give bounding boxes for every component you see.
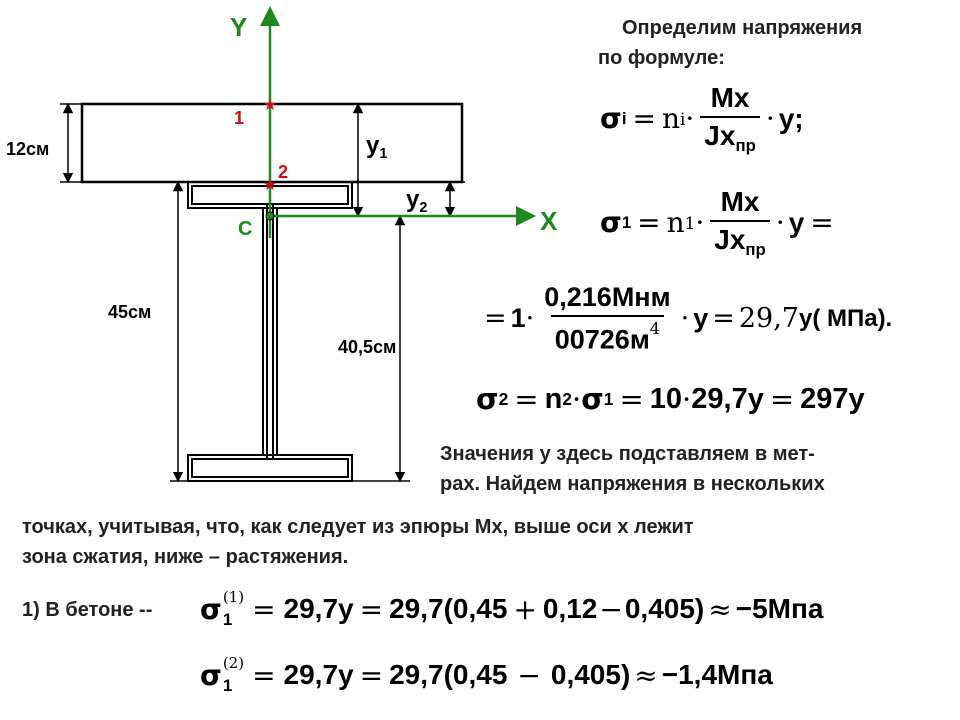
dot-operator: · — [571, 382, 582, 416]
formula-item1 — [200, 590, 823, 628]
y1-label — [366, 132, 387, 162]
sigma-symbol: σ — [200, 592, 222, 626]
fraction-mx-jx — [710, 186, 770, 260]
dim-45cm-label: 45см — [108, 302, 152, 322]
equals-sign: = — [514, 382, 539, 416]
concrete-slab — [82, 104, 462, 182]
denominator — [710, 220, 770, 260]
middle-expression: 29,7y — [691, 382, 764, 415]
minus-sign: − — [517, 658, 541, 692]
point2-label: 2 — [278, 162, 289, 182]
formula-tail: y — [788, 206, 805, 238]
sigma-subscript: i — [621, 108, 627, 128]
expression: 29,7y — [283, 593, 354, 624]
equals-sign: = — [252, 592, 276, 626]
centroid-point — [266, 212, 274, 220]
paren-term-c: 0,405) — [550, 659, 631, 690]
x-axis-label: X — [540, 206, 558, 236]
paren-term-c: 0,405) — [624, 593, 705, 624]
y1-sub: 1 — [379, 146, 388, 163]
n-symbol: n — [544, 382, 563, 415]
equals-sign: = — [484, 303, 507, 335]
denominator-sub: пр — [735, 135, 756, 155]
paren-term-a: (0,45 — [443, 593, 508, 624]
denominator-main: Jx — [704, 120, 736, 151]
formula-sigma-i — [600, 82, 804, 156]
sigma-indices — [223, 590, 244, 628]
sigma-subscript: 1 — [222, 676, 233, 695]
numerator: Mx — [710, 82, 750, 113]
equals-sign: = — [252, 658, 276, 692]
sigma-subscript: 1 — [603, 388, 614, 409]
formula-sigma-1 — [600, 186, 834, 260]
item1-label: 1) В бетоне -- — [22, 599, 153, 621]
sigma-subscript: 1 — [621, 212, 632, 232]
sigma-superscript: (2) — [222, 654, 245, 672]
sigma-subscript: 1 — [222, 610, 233, 629]
equals-sign: = — [359, 658, 384, 692]
formula-tail: y; — [778, 102, 804, 134]
sigma2-result: 297y — [800, 382, 865, 415]
sigma-symbol: σ — [200, 658, 222, 692]
numerator: Mx — [720, 186, 760, 217]
n-subscript: 2 — [562, 388, 572, 409]
y2-sub: 2 — [419, 200, 428, 217]
dot-operator: · — [775, 206, 785, 240]
fraction-mx-jx — [700, 82, 760, 156]
coefficient: 29,7 — [389, 659, 444, 690]
plus-sign: + — [513, 592, 537, 626]
denominator-sub: пр — [745, 239, 766, 259]
paren-term-a: (0,45 — [443, 659, 508, 690]
calc-result: y( МПа). — [798, 304, 893, 332]
text-line4: зона сжатия, ниже – растяжения. — [22, 546, 349, 568]
sigma-symbol: σ — [600, 206, 622, 240]
text-line3: точках, учитывая, что, как следует из эпюры Мх, выше оси х лежит — [22, 516, 694, 538]
expression: 29,7y — [283, 659, 354, 690]
sigma-symbol: σ — [581, 382, 604, 416]
formula-numeric-calc — [484, 282, 892, 356]
numerator: 0,216Мнм — [544, 282, 671, 312]
denominator-main: Jx — [714, 224, 746, 255]
n-symbol: n — [666, 206, 685, 240]
n-subscript: i — [680, 108, 686, 129]
text-line1: Значения у здесь подставляем в мет- — [440, 443, 815, 465]
denominator-power: 4 — [649, 319, 661, 338]
minus-sign: − — [599, 592, 623, 626]
coefficient-one: 1 — [510, 303, 526, 334]
approx-sign: ≈ — [634, 658, 658, 692]
item2-result: −1,4Мпа — [661, 659, 773, 690]
factor-ten: 10 — [649, 382, 683, 415]
equals-sign: = — [619, 382, 644, 416]
coefficient: 29,7 — [389, 593, 444, 624]
denominator-main: 00726м — [554, 324, 650, 355]
variable-y: y — [693, 303, 709, 334]
point1-label: 1 — [234, 108, 245, 128]
equals-sign: = — [359, 592, 384, 626]
y1-main: y — [366, 132, 380, 159]
intro-line2: по формуле: — [598, 47, 725, 69]
paren-term-b: 0,12 — [542, 593, 598, 624]
y2-label — [406, 186, 427, 216]
centroid-label: C — [238, 218, 253, 240]
dim-40-5cm-label: 40,5см — [338, 337, 397, 357]
y-axis-label: Y — [230, 12, 248, 42]
fraction-numeric — [540, 282, 674, 356]
dimension-45cm — [170, 182, 188, 481]
equals-sign: = — [712, 303, 735, 335]
dot-operator: · — [680, 303, 690, 335]
sigma-symbol: σ — [476, 382, 499, 416]
sigma-indices — [223, 656, 244, 694]
y2-main: y — [406, 186, 420, 213]
point1-marker: ★ — [262, 95, 278, 114]
text-line2: рах. Найдем напряжения в нескольких — [440, 473, 825, 495]
equals-sign: = — [810, 206, 834, 240]
dot-operator: · — [765, 102, 775, 136]
equals-sign: = — [632, 102, 656, 136]
dot-operator: · — [685, 102, 695, 136]
equals-sign: = — [637, 206, 661, 240]
approx-sign: ≈ — [708, 592, 732, 626]
dot-operator: · — [695, 206, 705, 240]
n-subscript: 1 — [684, 212, 696, 233]
point2-marker: ★ — [262, 175, 278, 194]
denominator — [551, 315, 664, 356]
dim-12cm-label: 12см — [6, 139, 50, 159]
dot-operator: · — [682, 382, 692, 416]
formula-sigma-2 — [476, 382, 865, 416]
denominator — [700, 116, 760, 156]
item1-result: −5Мпа — [735, 593, 824, 624]
n-symbol: n — [661, 102, 680, 136]
equals-sign: = — [769, 382, 795, 416]
sigma-subscript: 2 — [498, 388, 509, 409]
sigma-symbol: σ — [600, 102, 622, 136]
sigma-superscript: (1) — [222, 588, 245, 606]
dimension-12cm — [60, 104, 82, 182]
intro-line1: Определим напряжения — [622, 17, 863, 39]
coefficient: 29,7 — [738, 303, 799, 335]
formula-item2 — [200, 656, 773, 694]
dot-operator: · — [525, 303, 535, 335]
